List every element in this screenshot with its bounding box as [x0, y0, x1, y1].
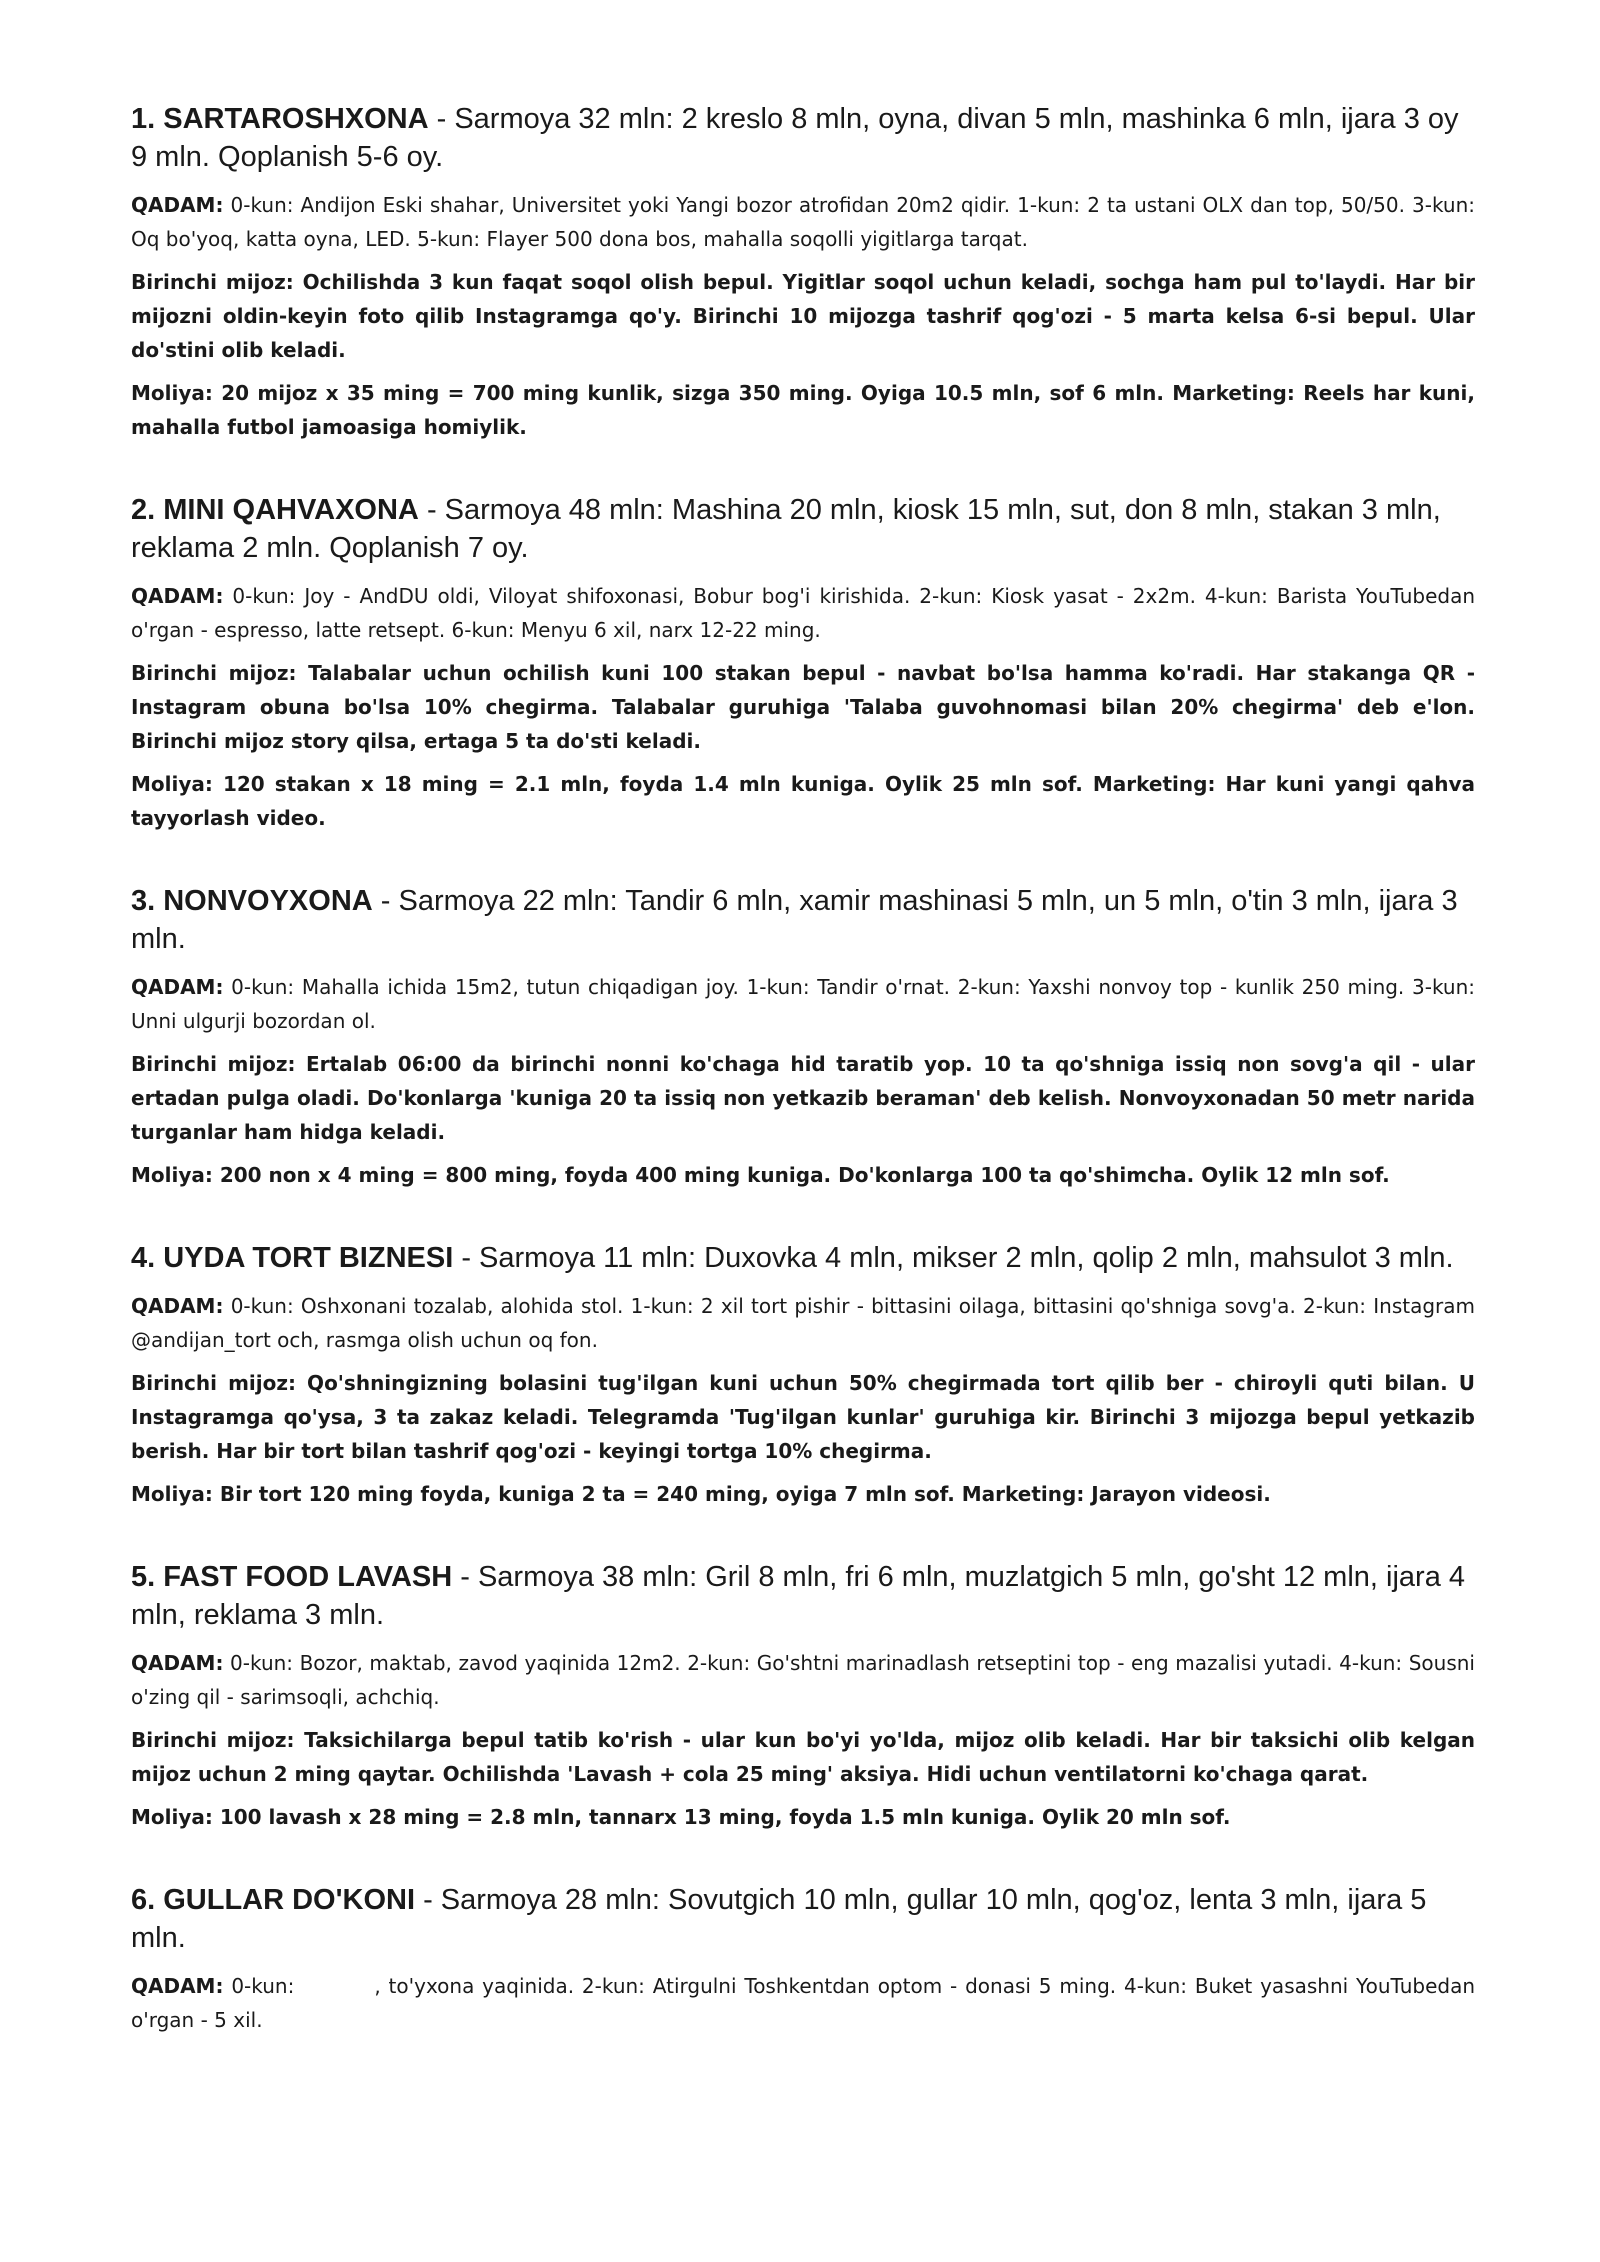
section-summary: - Sarmoya 22 mln: Tandir 6 mln, xamir mashinasi 5 mln, un 5 mln, o'tin 3 mln, ijara 3 mln. [131, 885, 1458, 955]
finance-paragraph: Moliya: 20 mijoz x 35 ming = 700 ming kunlik, sizga 350 ming. Oyiga 10.5 mln, sof 6 mln. Marketing: Reels har kuni, mahalla futbol jamoasiga homiylik. [131, 381, 1475, 439]
section-heading [131, 882, 1475, 958]
section-uyda-tort [131, 1239, 1475, 1511]
first-client-paragraph: Birinchi mijoz: Taksichilarga bepul tatib ko'rish - ular kun bo'yi yo'lda, mijoz olib keladi. Har bir taksichi olib kelgan mijoz uchun 2 ming qaytar. Ochilishda 'Lavash + cola 25 ming' aksiya. Hidi uchun ventilatorni ko'chaga qarat. [131, 1728, 1475, 1786]
section-heading [131, 1881, 1475, 1957]
section-nonvoyxona [131, 882, 1475, 1192]
qadam-text: 0-kun: Bozor, maktab, zavod yaqinida 12m2. 2-kun: Go'shtni marinadlash retseptini top - eng mazalisi yutadi. 4-kun: Sousni o'zing qil - sarimsoqli, achchiq. [131, 1651, 1475, 1709]
document-page [131, 100, 1475, 2084]
section-heading [131, 100, 1475, 176]
qadam-paragraph [131, 970, 1475, 1038]
qadam-label: QADAM: [131, 193, 224, 217]
section-heading [131, 491, 1475, 567]
qadam-text: 0-kun: Mahalla ichida 15m2, tutun chiqadigan joy. 1-kun: Tandir o'rnat. 2-kun: Yaxshi nonvoy top - kunlik 250 ming. 3-kun: Unni ulgurji bozordan ol. [131, 975, 1475, 1033]
qadam-paragraph [131, 188, 1475, 256]
section-gullar-dokoni [131, 1881, 1475, 2037]
section-title: 2. MINI QAHVAXONA [131, 494, 419, 526]
section-title: 3. NONVOYXONA [131, 885, 373, 917]
section-heading [131, 1239, 1475, 1277]
section-summary: - Sarmoya 48 mln: Mashina 20 mln, kiosk 15 mln, sut, don 8 mln, stakan 3 mln, reklama 2 mln. Qoplanish 7 oy. [131, 494, 1441, 564]
section-title: 1. SARTAROSHXONA [131, 103, 429, 135]
section-summary: - Sarmoya 32 mln: 2 kreslo 8 mln, oyna, divan 5 mln, mashinka 6 mln, ijara 3 oy 9 mln. Qoplanish 5-6 oy. [131, 103, 1459, 173]
qadam-label: QADAM: [131, 1294, 224, 1318]
finance-paragraph: Moliya: 200 non x 4 ming = 800 ming, foyda 400 ming kuniga. Do'konlarga 100 ta qo'shimcha. Oylik 12 mln sof. [131, 1163, 1390, 1187]
qadam-text-end: , to'yxona yaqinida. 2-kun: Atirgulni Toshkentdan optom - donasi 5 ming. 4-kun: Buket yasashni YouTubedan o'rgan - 5 xil. [131, 1974, 1476, 2032]
qadam-label: QADAM: [131, 975, 224, 999]
qadam-text: 0-kun: Andijon Eski shahar, Universitet yoki Yangi bozor atrofidan 20m2 qidir. 1-kun: 2 ta ustani OLX dan top, 50/50. 3-kun: Oq bo'yoq, katta oyna, LED. 5-kun: Flayer 500 dona bos, mahalla soqolli yigitlarga tarqat. [131, 193, 1475, 251]
section-title: 4. UYDA TORT BIZNESI [131, 1242, 454, 1274]
section-heading [131, 1558, 1475, 1634]
finance-paragraph: Moliya: Bir tort 120 ming foyda, kuniga 2 ta = 240 ming, oyiga 7 mln sof. Marketing: Jarayon videosi. [131, 1482, 1271, 1506]
qadam-text: 0-kun: Oshxonani tozalab, alohida stol. 1-kun: 2 xil tort pishir - bittasini oilaga, bittasini qo'shniga sovg'a. 2-kun: Instagram @andijan_tort och, rasmga olish uchun oq fon. [131, 1294, 1475, 1352]
finance-paragraph: Moliya: 120 stakan x 18 ming = 2.1 mln, foyda 1.4 mln kuniga. Oylik 25 mln sof. Marketing: Har kuni yangi qahva tayyorlash video. [131, 772, 1475, 830]
qadam-label: QADAM: [131, 584, 224, 608]
finance-paragraph: Moliya: 100 lavash x 28 ming = 2.8 mln, tannarx 13 ming, foyda 1.5 mln kuniga. Oylik 20 mln sof. [131, 1805, 1231, 1829]
qadam-paragraph [131, 579, 1475, 647]
section-mini-qahvaxona [131, 491, 1475, 835]
section-title: 5. FAST FOOD LAVASH [131, 1561, 453, 1593]
first-client-paragraph: Birinchi mijoz: Talabalar uchun ochilish kuni 100 stakan bepul - navbat bo'lsa hamma ko'radi. Har stakanga QR - Instagram obuna bo'lsa 10% chegirma. Talabalar guruhiga 'Talaba guvohnomasi bilan 20% chegirma' deb e'lon. Birinchi mijoz story qilsa, ertaga 5 ta do'sti keladi. [131, 661, 1475, 753]
section-summary: - Sarmoya 28 mln: Sovutgich 10 mln, gullar 10 mln, qog'oz, lenta 3 mln, ijara 5 mln. [131, 1884, 1427, 1954]
qadam-paragraph [131, 1646, 1475, 1714]
section-summary: - Sarmoya 38 mln: Gril 8 mln, fri 6 mln, muzlatgich 5 mln, go'sht 12 mln, ijara 4 mln, reklama 3 mln. [131, 1561, 1466, 1631]
section-title: 6. GULLAR DO'KONI [131, 1884, 416, 1916]
qadam-text: 0-kun: Joy - AndDU oldi, Viloyat shifoxonasi, Bobur bog'i kirishida. 2-kun: Kiosk yasat - 2x2m. 4-kun: Barista YouTubedan o'rgan - espresso, latte retsept. 6-kun: Menyu 6 xil, narx 12-22 ming. [131, 584, 1475, 642]
first-client-paragraph: Birinchi mijoz: Ochilishda 3 kun faqat soqol olish bepul. Yigitlar soqol uchun keladi, sochga ham pul to'laydi. Har bir mijozni oldin-keyin foto qilib Instagramga qo'y. Birinchi 10 mijozga tashrif qog'ozi - 5 marta kelsa 6-si bepul. Ular do'stini olib keladi. [131, 270, 1475, 362]
section-fast-food-lavash [131, 1558, 1475, 1834]
qadam-label: QADAM: [131, 1974, 224, 1998]
qadam-label: QADAM: [131, 1651, 224, 1675]
section-summary: - Sarmoya 11 mln: Duxovka 4 mln, mikser 2 mln, qolip 2 mln, mahsulot 3 mln. [453, 1242, 1454, 1274]
qadam-paragraph [131, 1969, 1475, 2037]
first-client-paragraph: Birinchi mijoz: Qo'shningizning bolasini tug'ilgan kuni uchun 50% chegirmada tort qilib ber - chiroyli quti bilan. U Instagramga qo'ysa, 3 ta zakaz keladi. Telegramda 'Tug'ilgan kunlar' guruhiga kir. Birinchi 3 mijozga bepul yetkazib berish. Har bir tort bilan tashrif qog'ozi - keyingi tortga 10% chegirma. [131, 1371, 1475, 1463]
qadam-text-start: 0-kun: [223, 1974, 295, 1998]
qadam-paragraph [131, 1289, 1475, 1357]
section-sartaroshxona [131, 100, 1475, 444]
first-client-paragraph: Birinchi mijoz: Ertalab 06:00 da birinchi nonni ko'chaga hid taratib yop. 10 ta qo'shniga issiq non sovg'a qil - ular ertadan pulga oladi. Do'konlarga 'kuniga 20 ta issiq non yetkazib beraman' deb kelish. Nonvoyxonadan 50 metr narida turganlar ham hidga keladi. [131, 1052, 1475, 1144]
